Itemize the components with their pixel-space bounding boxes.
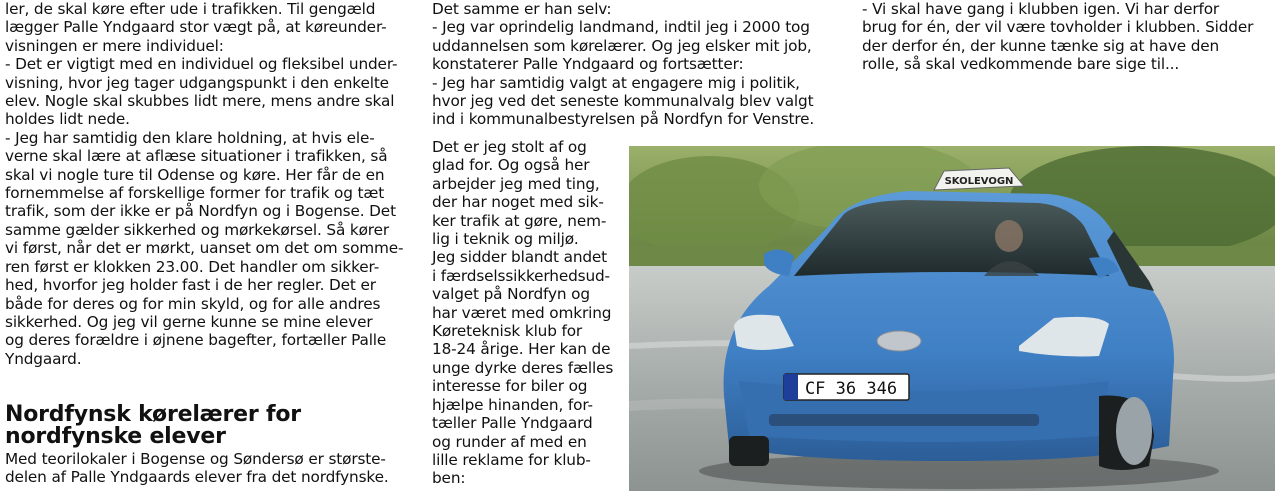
body-text-line: elev. Nogle skal skubbes lidt mere, mens andre skal — [5, 92, 395, 111]
body-text-line: der har noget med sik- — [432, 193, 604, 212]
body-text-line: arbejder jeg med ting, — [432, 174, 600, 193]
body-text-line: - Jeg har samtidig den klare holdning, at hvis ele- — [5, 128, 375, 147]
body-text-line: skal vi nogle ture til Odense og køre. Her får de en — [5, 165, 385, 184]
body-text-line: unge dyrke deres fælles — [432, 358, 614, 377]
body-text-line: - Vi skal have gang i klubben igen. Vi har derfor — [862, 0, 1220, 18]
section-intro — [5, 450, 389, 487]
body-text-line: visningen er mere individuel: — [5, 36, 224, 55]
body-text-line: og deres forældre i øjnene bagefter, fortæller Palle — [5, 331, 387, 350]
body-text-line: 18-24 årige. Her kan de — [432, 340, 611, 359]
headline-line: nordfynske elever — [5, 424, 226, 449]
body-text-line: ler, de skal køre efter ude i trafikken. Til gengæld — [5, 0, 376, 18]
body-text-line: Køreteknisk klub for — [432, 322, 583, 341]
body-text-line: brug for én, der vil være tovholder i klubben. Sidder — [862, 18, 1254, 37]
body-text-line: konstaterer Palle Yndgaard og fortsætter: — [432, 55, 744, 74]
body-text-line: hed, hvorfor jeg holder fast i de her regler. Det er — [5, 276, 376, 295]
body-text-line: der derfor én, der kunne tænke sig at have den — [862, 36, 1220, 55]
body-text-line: ind i kommunalbestyrelsen på Nordfyn for Venstre. — [432, 110, 815, 129]
article-column-1 — [5, 0, 415, 368]
license-plate: CF 36 346 — [804, 379, 898, 399]
body-text-line: holdes lidt nede. — [5, 110, 130, 129]
body-text-line: - Det er vigtigt med en individuel og fleksibel under- — [5, 55, 398, 74]
roof-sign: SKOLEVOGN — [944, 176, 1014, 187]
body-text-line: lig i teknik og miljø. — [432, 230, 579, 249]
body-text-line: uddannelsen som kørelærer. Og jeg elsker mit job, — [432, 36, 812, 55]
body-text-line: sikkerhed. Og jeg vil gerne kunne se mine elever — [5, 312, 373, 331]
article-column-3 — [862, 0, 1272, 74]
body-text-line: og runder af med en — [432, 432, 587, 451]
body-text-line: visning, hvor jeg tager udgangspunkt i den enkelte — [5, 73, 389, 92]
body-text-line: trafik, som der ikke er på Nordfyn og i Bogense. Det — [5, 202, 396, 221]
article-column-2-narrow — [432, 138, 628, 488]
section-headline — [5, 404, 301, 448]
car-photo — [629, 146, 1275, 491]
body-text-line: har været med omkring — [432, 303, 612, 322]
body-text-line: verne skal lære at aflæse situationer i trafikken, så — [5, 147, 388, 166]
body-text-line: hvor jeg ved det seneste kommunalvalg blev valgt — [432, 92, 814, 111]
body-text-line: - Jeg har samtidig valgt at engagere mig i politik, — [432, 73, 800, 92]
headline-line: Nordfynsk kørelærer for — [5, 402, 301, 427]
body-text-line: glad for. Og også her — [432, 156, 590, 175]
driving-school-car-photo — [629, 146, 1275, 491]
body-text-line: ben: — [432, 469, 466, 488]
body-text-line: både for deres og for min skyld, og for alle andres — [5, 294, 381, 313]
article-column-2 — [432, 0, 842, 129]
body-text-line: tæller Palle Yndgaard — [432, 414, 593, 433]
body-text-line: samme gælder sikkerhed og mørkekørsel. Så kører — [5, 220, 390, 239]
body-text-line: rolle, så skal vedkommende bare sige til... — [862, 55, 1180, 74]
body-text-line: Yndgaard. — [5, 349, 82, 368]
intro-line: delen af Palle Yndgaards elever fra det nordfynske. — [5, 468, 389, 487]
body-text-line: fornemmelse af forskellige former for trafik og tæt — [5, 184, 385, 203]
body-text-line: hjælpe hinanden, for- — [432, 395, 593, 414]
body-text-line: Jeg sidder blandt andet — [432, 248, 608, 267]
body-text-line: Det samme er han selv: — [432, 0, 612, 18]
body-text-line: Det er jeg stolt af og — [432, 138, 587, 156]
intro-line: Med teorilokaler i Bogense og Søndersø er største- — [5, 450, 386, 468]
body-text-line: lille reklame for klub- — [432, 450, 591, 469]
body-text-line: - Jeg var oprindelig landmand, indtil jeg i 2000 tog — [432, 18, 810, 37]
body-text-line: ker trafik at gøre, nem- — [432, 211, 607, 230]
body-text-line: interesse for biler og — [432, 377, 588, 396]
body-text-line: i færdselssikkerhedsud- — [432, 266, 610, 285]
body-text-line: valget på Nordfyn og — [432, 285, 590, 304]
body-text-line: lægger Palle Yndgaard stor vægt på, at køreunder- — [5, 18, 387, 37]
body-text-line: ren først er klokken 23.00. Det handler om sikker- — [5, 257, 380, 276]
body-text-line: vi først, når det er mørkt, uanset om det om somme- — [5, 239, 404, 258]
